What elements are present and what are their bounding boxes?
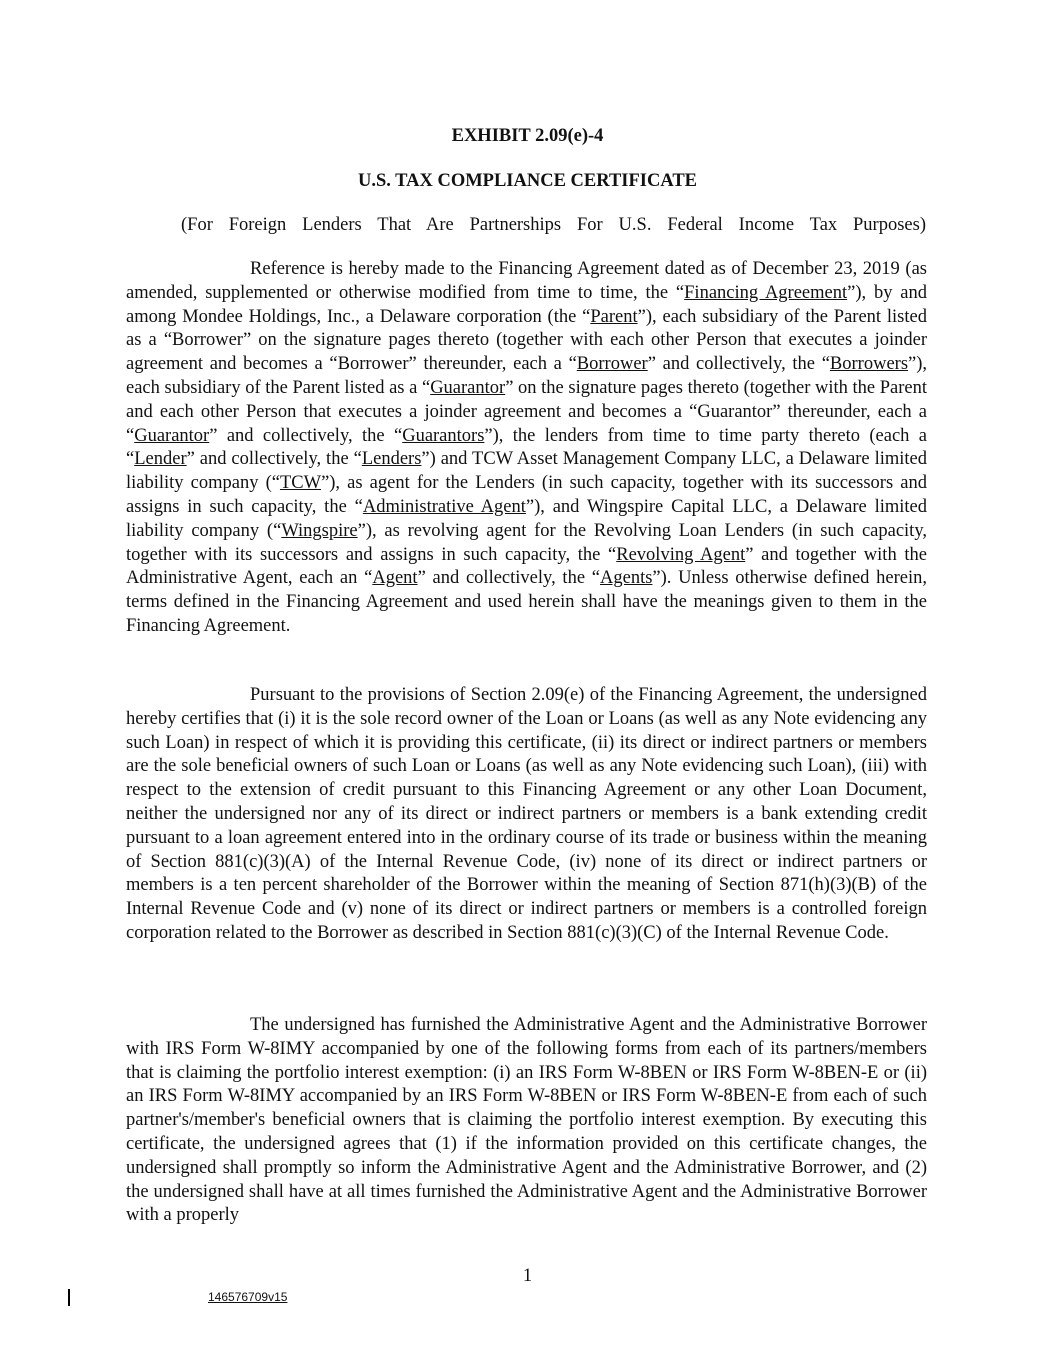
defined-term-lender: Lender [134, 449, 187, 470]
certificate-title: U.S. TAX COMPLIANCE CERTIFICATE [357, 171, 698, 191]
page-number: 1 [522, 1266, 533, 1286]
paragraph-certification: Pursuant to the provisions of Section 2.09(e) of the Financing Agreement, the undersigned hereby certifies that (i) it is the sole record owner of the Loan or Loans (as well as any Note evidencing any such Loan) in respect of which it is providing this certificate, (ii) its direct or indirect partners or members are the sole beneficial owners of such Loan or Loans (as well as any Note evidencing such Loan), (iii) with respect to the extension of credit pursuant to this Financing Agreement or any other Loan Document, neither the undersigned nor any of its direct or indirect partners or members is a bank extending credit pursuant to a loan agreement entered into in the ordinary course of its trade or business within the meaning of Section 881(c)(3)(A) of the Internal Revenue Code, (iv) none of its direct or indirect partners or members is a ten percent shareholder of the Borrower within the meaning of Section 871(h)(3)(B) of the Internal Revenue Code and (v) none of its direct or indirect partners or members is a controlled foreign corporation related to the Borrower as described in Section 881(c)(3)(C) of the Internal Revenue Code. [126, 685, 927, 943]
defined-term-wingspire: Wingspire [281, 520, 358, 541]
defined-term-financing-agreement: Financing Agreement [684, 282, 848, 303]
revision-bar [68, 1289, 70, 1306]
exhibit-title: EXHIBIT 2.09(e)-4 [451, 126, 604, 146]
defined-term-tcw: TCW [279, 473, 322, 494]
defined-term-parent: Parent [590, 306, 638, 327]
defined-term-administrative-agent: Administrative Agent [362, 496, 526, 517]
defined-term-borrower: Borrower [576, 354, 648, 375]
defined-term-borrowers: Borrowers [829, 354, 909, 375]
certificate-subtitle: (For Foreign Lenders That Are Partnerships For U.S. Federal Income Tax Purposes) [181, 215, 926, 235]
defined-term-guarantor: Guarantor [134, 425, 210, 446]
defined-term-agent: Agent [372, 568, 418, 589]
defined-term-revolving-agent: Revolving Agent [616, 544, 746, 565]
paragraph-reference: Reference is hereby made to the Financing Agreement dated as of December 23, 2019 (as amended, supplemented or otherwise modified from time to time, the “Financing Agreement”), by and among Mondee Holdings, Inc., a Delaware corporation (the “Parent”), each subsidiary of the Parent listed as a “Borrower” on the signature pages thereto (together with each other Person that executes a joinder agreement and becomes a “Borrower” thereunder, each a “Borrower” and collectively, the “Borrowers”), each subsidiary of the Parent listed as a “Guarantor” on the signature pages thereto (together with the Parent and each other Person that executes a joinder agreement and becomes a “Guarantor” thereunder, each a “Guarantor” and collectively, the “Guarantors”), the lenders from time to time party thereto (each a “Lender” and collectively, the “Lenders”) and TCW Asset Management Company LLC, a Delaware limited liability company (“TCW”), as agent for the Lenders (in such capacity, together with its successors and assigns in such capacity, the “Administrative Agent”), and Wingspire Capital LLC, a Delaware limited liability company (“Wingspire”), as revolving agent for the Revolving Loan Lenders (in such capacity, together with its successors and assigns in such capacity, the “Revolving Agent” and together with the Administrative Agent, each an “Agent” and collectively, the “Agents”). Unless otherwise defined herein, terms defined in the Financing Agreement and used herein shall have the meanings given to them in the Financing Agreement. [126, 259, 928, 636]
defined-term-agents: Agents [600, 568, 653, 589]
paragraph-forms-furnished: The undersigned has furnished the Administrative Agent and the Administrative Borrower with IRS Form W-8IMY accompanied by one of the following forms from each of its partners/members that is claiming the portfolio interest exemption: (i) an IRS Form W-8BEN or IRS Form W-8BEN-E or (ii) an IRS Form W-8IMY accompanied by an IRS Form W-8BEN or IRS Form W-8BEN-E from each of such partner's/member's beneficial owners that is claiming the portfolio interest exemption. By executing this certificate, the undersigned agrees that (1) if the information provided on this certificate changes, the undersigned shall promptly so inform the Administrative Agent and the Administrative Borrower, and (2) the undersigned shall have at all times furnished the Administrative Agent and the Administrative Borrower with a properly [126, 1015, 927, 1226]
defined-term-guarantor: Guarantor [430, 377, 506, 398]
defined-term-guarantors: Guarantors [402, 425, 485, 446]
defined-term-lenders: Lenders [361, 449, 422, 470]
document-id: 146576709v15 [208, 1290, 288, 1304]
